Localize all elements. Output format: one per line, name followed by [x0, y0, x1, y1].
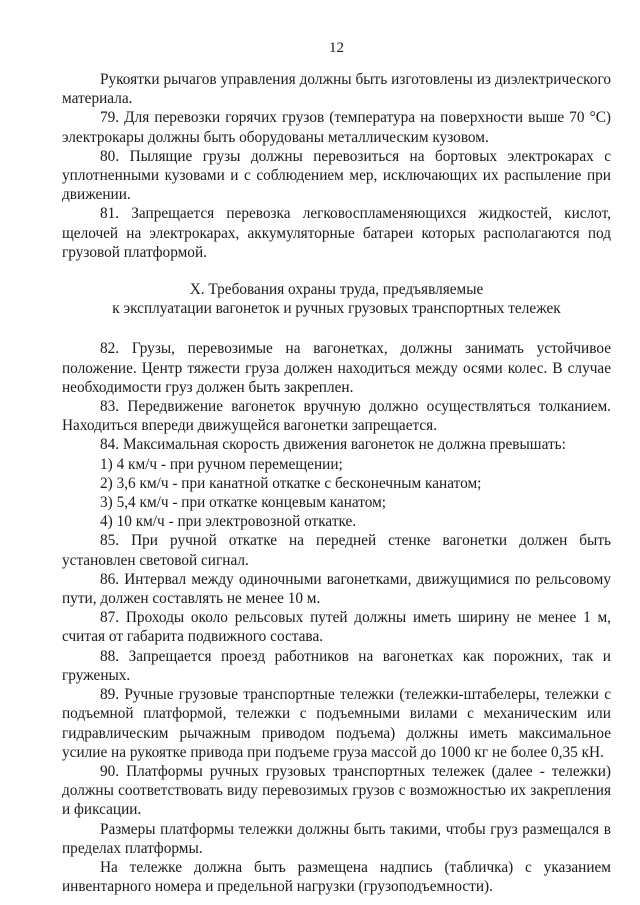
page-number: 12 [329, 40, 344, 56]
paragraph-84: 84. Максимальная скорость движения вагонеток не должна превышать: [100, 436, 566, 454]
paragraph-81: 81. Запрещается перевозка легковоспламеняющихся жидкостей, кислот, щелочей на электрокарах, аккумуляторные батареи которых располагаются под грузовой платформой. [62, 205, 611, 261]
paragraph-82: 82. Грузы, перевозимые на вагонетках, должны занимать устойчивое положение. Центр тяжести груза должен находиться между осями колес. В случае необходимости груз должен быть закреплен. [62, 340, 611, 396]
paragraph-87: 87. Проходы около рельсовых путей должны иметь ширину не менее 1 м, считая от габарита подвижного состава. [62, 609, 611, 646]
paragraph-88: 88. Запрещается проезд работников на вагонетках как порожних, так и груженых. [62, 647, 611, 684]
speed-list-item-1: 1) 4 км/ч - при ручном перемещении; [100, 455, 343, 473]
section-title [62, 280, 611, 318]
paragraph-handles: Рукоятки рычагов управления должны быть изготовлены из диэлектрического материала. [62, 71, 611, 108]
paragraph-79: 79. Для перевозки горячих грузов (температура на поверхности выше 70 °С) электрокары должны быть оборудованы металлическим кузовом. [62, 109, 611, 146]
paragraph-label-plate: На тележке должна быть размещена надпись (табличка) с указанием инвентарного номера и предельной нагрузки (грузоподъемности). [62, 858, 611, 896]
paragraph-90: 90. Платформы ручных грузовых транспортных тележек (далее - тележки) должны соответствовать виду перевозимых грузов с возможностью их закрепления и фиксации. [62, 762, 611, 819]
speed-list-item-4: 4) 10 км/ч - при электровозной откатке. [100, 513, 357, 531]
speed-list-item-3: 3) 5,4 км/ч - при откатке концевым канатом; [100, 494, 387, 512]
paragraph-85: 85. При ручной откатке на передней стенке вагонетки должен быть установлен световой сигнал. [62, 532, 611, 569]
paragraph-89: 89. Ручные грузовые транспортные тележки (тележки-штабелеры, тележки с подъемной платформой, тележки с подъемными вилами с механическим или гидравлическим рычажным приводом подъема) должны иметь максимальное усилие на рукоятке привода при подъеме груза массой до 1000 кг не более 0,35 кН. [62, 686, 611, 761]
paragraph-80: 80. Пылящие грузы должны перевозиться на бортовых электрокарах с уплотненными кузовами и с соблюдением мер, исключающих их распыление при движении. [62, 147, 611, 204]
paragraph-86: 86. Интервал между одиночными вагонетками, движущимися по рельсовому пути, должен составлять не менее 10 м. [62, 570, 611, 608]
section-title-line-2: к эксплуатации вагонеток и ручных грузовых транспортных тележек [112, 300, 561, 318]
speed-list-item-2: 2) 3,6 км/ч - при канатной откатке с бесконечным канатом; [100, 474, 482, 492]
document-body [62, 70, 611, 896]
section-title-line-1: X. Требования охраны труда, предъявляемые [189, 281, 484, 299]
paragraph-83: 83. Передвижение вагонеток вручную должно осуществляться толканием. Находиться впереди движущейся вагонетки запрещается. [62, 398, 611, 435]
paragraph-platform-size: Размеры платформы тележки должны быть такими, чтобы груз размещался в пределах платформы. [62, 820, 611, 857]
